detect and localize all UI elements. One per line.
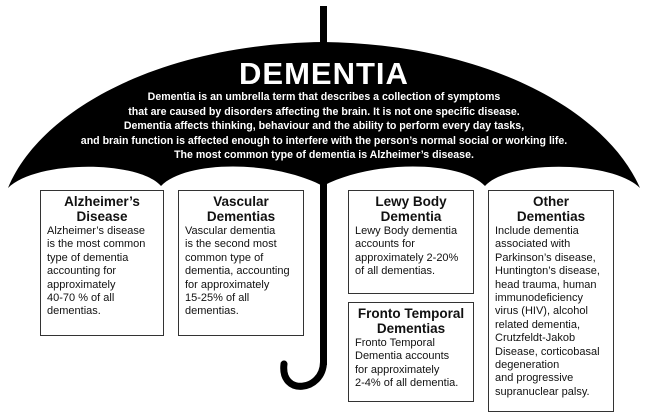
box-heading: Lewy Body Dementia	[375, 194, 447, 224]
vascular-box	[178, 190, 304, 336]
box-body: Include dementia associated with Parkinson’s disease, Huntington’s disease, head trauma, human immunodeficiency virus (HIV), alcohol related dementia, Crutzfeldt-Jakob Disease, corticobasal degeneration and progressive supranuclear palsy.	[495, 225, 600, 398]
box-body: Lewy Body dementia accounts for approximately 2-20% of all dementias.	[355, 225, 459, 278]
intro-line: The most common type of dementia is Alzheimer’s disease.	[174, 149, 474, 162]
intro-line: Dementia is an umbrella term that describes a collection of symptoms	[147, 91, 501, 103]
box-heading: Alzheimer’s Disease	[64, 194, 140, 224]
intro-line: that are caused by disorders affecting the brain. It is not one specific disease.	[128, 105, 520, 118]
box-body: Alzheimer’s disease is the most common type of dementia accounting for approximately 40-70 % of all dementias.	[47, 225, 146, 318]
intro-line: Dementia affects thinking, behaviour and the ability to perform every day tasks,	[123, 120, 525, 133]
fronto-temporal-box	[348, 302, 474, 402]
umbrella-tip	[320, 6, 327, 46]
intro-text	[60, 90, 588, 163]
box-heading: Other Dementias	[516, 194, 586, 224]
page-title: DEMENTIA	[239, 56, 409, 91]
other-dementias-box	[488, 190, 614, 412]
intro-line: and brain function is affected enough to interfere with the person’s normal social or working life.	[80, 134, 568, 147]
lewy-body-box	[348, 190, 474, 294]
alzheimers-box	[40, 190, 164, 336]
box-body: Vascular dementia is the second most common type of dementia, accounting for approximately 15-25% of all dementias.	[185, 225, 290, 318]
box-heading: Vascular Dementias	[206, 194, 276, 224]
box-heading: Fronto Temporal Dementias	[357, 306, 465, 336]
umbrella-shaft	[320, 180, 327, 365]
umbrella-handle	[284, 362, 324, 386]
box-body: Fronto Temporal Dementia accounts for approximately 2-4% of all dementia.	[355, 337, 459, 390]
